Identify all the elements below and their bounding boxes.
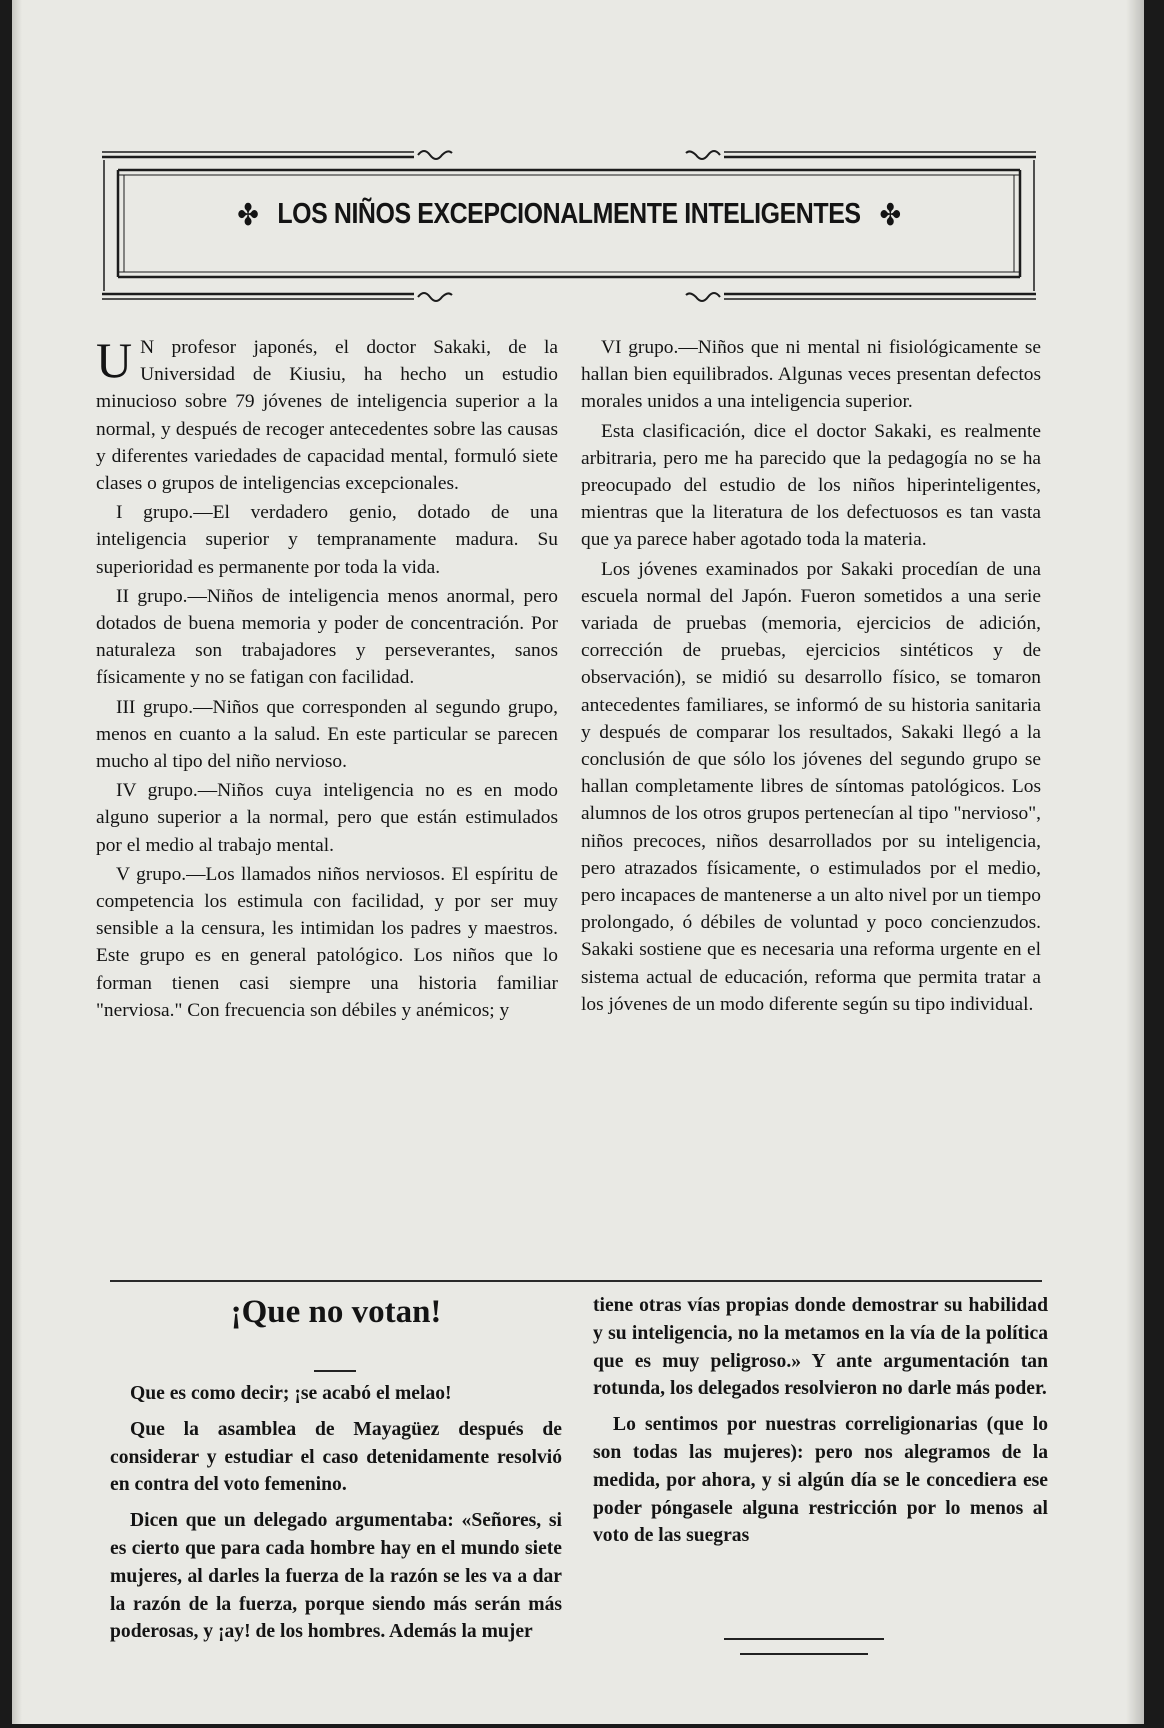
page-edge-shadow-right [1126,0,1144,1724]
title-underline [314,1370,356,1372]
section-divider [110,1280,1042,1282]
newspaper-page [12,0,1144,1724]
article2-paragraph: tiene otras vías propias donde demostrar su habilidad y su inteligencia, no la metamos en la vía de la política que es muy peligroso.» Y ante argumentación tan rotunda, los delegados resolvieron no darle más poder. [593,1295,1048,1400]
page-edge-shadow-left [12,0,22,1724]
article2-paragraph: Que la asamblea de Mayagüez después de considerar y estudiar el caso detenidamente resolvió en contra del voto femenino. [110,1418,562,1496]
article-right-column [581,334,1041,1018]
drop-cap: U [96,332,133,388]
article2-title: ¡Que no votan! [230,1294,442,1330]
fleuron-icon: ✤ [237,199,259,232]
article2-right-column [593,1292,1048,1550]
end-rule [740,1653,868,1655]
article-paragraph: IV grupo.—Niños cuya inteligencia no es en modo alguno superior a la normal, pero que están estimulados por el medio al trabajo mental. [96,780,558,856]
article-paragraph: III grupo.—Niños que corresponden al segundo grupo, menos en cuanto a la salud. En este particular se parecen mucho al tipo del niño nervioso. [96,696,558,773]
article-title-row [162,198,976,233]
article2-left-column [110,1380,562,1646]
article-paragraph: U N profesor japonés, el doctor Sakaki, de la Universidad de Kiusiu, ha hecho un estudio minucioso sobre 79 jóvenes de inteligencia superior a la normal, y después de recoger antecedentes sobre las causas y diferentes variedades de capacidad mental, formuló siete clases o grupos de inteligencias excepcionales. [96,332,558,495]
article2-paragraph: Lo sentimos por nuestras correligionarias (que lo son todas las mujeres): pero nos alegramos de la medida, por ahora, y si algún día se le concediera ese poder póngasele alguna restricción por lo menos al voto de las suegras [593,1414,1048,1547]
fleuron-icon: ✤ [879,199,901,232]
article-paragraph: VI grupo.—Niños que ni mental ni fisiológicamente se hallan bien equilibrados. Algunas veces presentan defectos morales unidos a una inteligencia superior. [581,337,1041,413]
article-paragraph: Esta clasificación, dice el doctor Sakaki, es realmente arbitraria, pero me ha parecido que la pedagogía no se ha preocupado del estudio de los niños hiperinteligentes, mientras que la literatura de los defectuosos es tan vasta que ya parece haber agotado toda la materia. [581,420,1041,551]
article-paragraph: Los jóvenes examinados por Sakaki procedían de una escuela normal del Japón. Fueron sometidos a una serie variada de pruebas (memoria, ejercicios de adición, corrección de pruebas, ejercicios sintéticos y de observación), se midió su desarrollo físico, se tomaron antecedentes familiares, se informó de su historia sanitaria y después de comparar los resultados, Sakaki llegó a la conclusión de que sólo los jóvenes del segundo grupo se hallan completamente libres de síntomas patológicos. Los alumnos de los otros grupos pertenecían al tipo "nervioso", niños precoces, niños desarrollados por su inteligencia, pero atrazados físicamente, o estimulados por el medio, pero incapaces de mantenerse a un alto nivel por un tiempo prolongado, ó débiles de voluntad y poco concienzudos. Sakaki sostiene que es necesaria una reforma urgente en el sistema actual de educación, reforma que permita tratar a los jóvenes de un modo diferente según su tipo individual. [581,558,1041,1015]
article-paragraph: V grupo.—Los llamados niños nerviosos. El espíritu de competencia los estimula con facilidad, y por ser muy sensible a la censura, les intimidan los padres y maestros. Este grupo es en general patológico. Los niños que lo forman tienen casi siempre una historia familiar "nerviosa." Con frecuencia son débiles y anémicos; y [96,863,558,1021]
article-title: LOS NIÑOS EXCEPCIONALMENTE INTELIGENTES [277,198,861,230]
article2-paragraph: Que es como decir; ¡se acabó el melao! [130,1383,452,1404]
article-paragraph: II grupo.—Niños de inteligencia menos anormal, pero dotados de buena memoria y poder de concentración. Por naturaleza son trabajadores y perseverantes, sanos físicamente y no se fatigan con facilidad. [96,585,558,689]
article-left-column [96,334,558,1024]
article-paragraph: I grupo.—El verdadero genio, dotado de una inteligencia superior y tempranamente madura. Su superioridad es permanente por toda la vida. [96,502,558,578]
end-rule [724,1638,884,1640]
article-header-frame [96,146,1042,306]
article2-paragraph: Dicen que un delegado argumentaba: «Señores, si es cierto que para cada hombre hay en el mundo siete mujeres, al darles la fuerza de la razón se les va a dar la razón de la fuerza, porque siendo más serán más poderosas, y ¡ay! de los hombres. Además la mujer [110,1510,562,1643]
